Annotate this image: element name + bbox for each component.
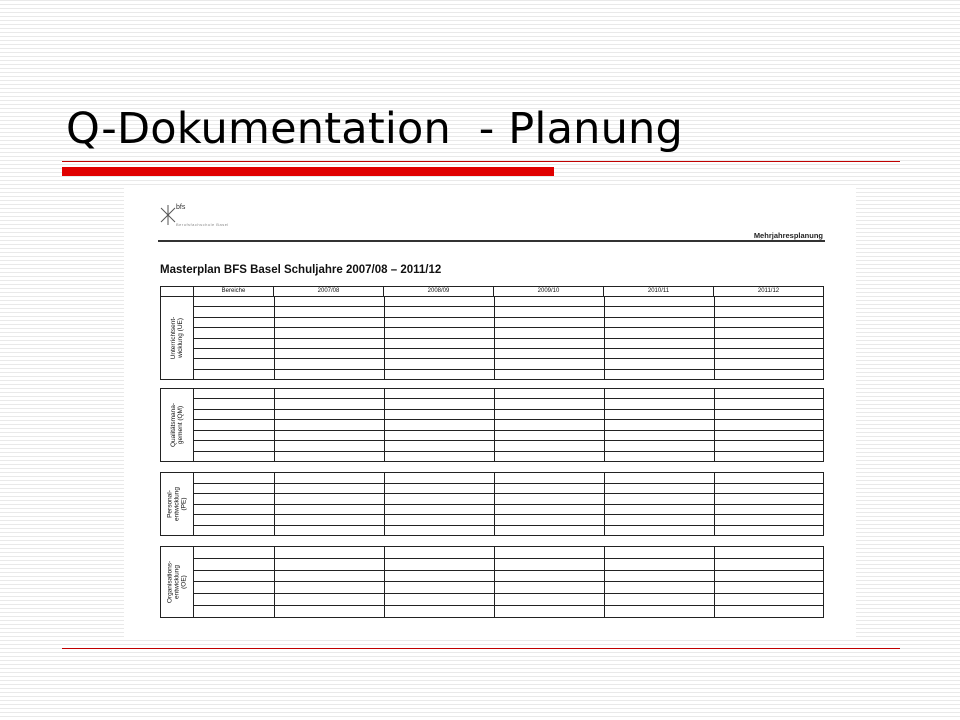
logo-text: bfs bbox=[176, 204, 186, 211]
table-cell bbox=[604, 606, 714, 617]
table-cell bbox=[494, 494, 604, 504]
bottom-divider bbox=[62, 648, 900, 649]
table-cell bbox=[384, 349, 494, 358]
table-cell bbox=[494, 420, 604, 429]
table-cell bbox=[494, 328, 604, 337]
table-cell bbox=[604, 547, 714, 558]
table-cell bbox=[384, 526, 494, 536]
table-cell bbox=[494, 571, 604, 582]
table-row bbox=[194, 451, 824, 461]
table-cell bbox=[494, 594, 604, 605]
header-spacer bbox=[161, 287, 193, 296]
table-cell bbox=[494, 526, 604, 536]
table-cell bbox=[274, 606, 384, 617]
table-cell bbox=[494, 441, 604, 450]
table-cell bbox=[604, 349, 714, 358]
table-cell bbox=[714, 484, 824, 494]
table-cell bbox=[274, 441, 384, 450]
section-label: Unterrichtsent- wicklung (UE) bbox=[161, 297, 194, 379]
table-cell bbox=[194, 559, 274, 570]
table-cell bbox=[714, 349, 824, 358]
table-cell bbox=[384, 297, 494, 306]
table-cell bbox=[604, 473, 714, 483]
table-cell bbox=[194, 420, 274, 429]
table-cell bbox=[604, 571, 714, 582]
table-cell bbox=[194, 473, 274, 483]
table-cell bbox=[384, 606, 494, 617]
table-row bbox=[194, 593, 824, 605]
table-row bbox=[194, 605, 824, 617]
table-cell bbox=[384, 484, 494, 494]
table-cell bbox=[714, 297, 824, 306]
table-cell bbox=[714, 594, 824, 605]
table-cell bbox=[494, 582, 604, 593]
table-cell bbox=[274, 339, 384, 348]
table-cell bbox=[194, 452, 274, 461]
table-cell bbox=[604, 307, 714, 316]
table-row bbox=[194, 419, 824, 429]
table-cell bbox=[604, 318, 714, 327]
title-divider-thick bbox=[62, 167, 554, 176]
table-cell bbox=[494, 370, 604, 379]
table-cell bbox=[194, 328, 274, 337]
table-cell bbox=[604, 431, 714, 440]
table-cell bbox=[714, 452, 824, 461]
table-cell bbox=[384, 452, 494, 461]
table-cell bbox=[604, 410, 714, 419]
table-cell bbox=[274, 297, 384, 306]
table-cell bbox=[604, 441, 714, 450]
table-cell bbox=[274, 359, 384, 368]
column-header: 2008/09 bbox=[383, 287, 493, 296]
table-cell bbox=[494, 431, 604, 440]
table-cell bbox=[384, 328, 494, 337]
table-cell bbox=[604, 399, 714, 408]
table-cell bbox=[604, 515, 714, 525]
table-cell bbox=[494, 359, 604, 368]
table-row bbox=[194, 440, 824, 450]
section-label: Qualitätsmana- gement (QM) bbox=[161, 389, 194, 461]
table-cell bbox=[194, 547, 274, 558]
table-cell bbox=[384, 515, 494, 525]
table-cell bbox=[494, 307, 604, 316]
table-cell bbox=[274, 410, 384, 419]
section-ue bbox=[160, 296, 824, 380]
table-cell bbox=[714, 420, 824, 429]
table-row bbox=[194, 409, 824, 419]
table-cell bbox=[714, 441, 824, 450]
table-cell bbox=[714, 307, 824, 316]
table-cell bbox=[384, 594, 494, 605]
table-cell bbox=[494, 389, 604, 398]
table-cell bbox=[194, 339, 274, 348]
table-cell bbox=[494, 559, 604, 570]
table-cell bbox=[604, 359, 714, 368]
table-cell bbox=[714, 410, 824, 419]
table-cell bbox=[714, 339, 824, 348]
table-row bbox=[194, 398, 824, 408]
table-cell bbox=[274, 452, 384, 461]
table-cell bbox=[274, 547, 384, 558]
section-pe bbox=[160, 472, 824, 536]
table-cell bbox=[194, 582, 274, 593]
table-cell bbox=[494, 339, 604, 348]
table-cell bbox=[384, 359, 494, 368]
table-cell bbox=[274, 328, 384, 337]
table-cell bbox=[384, 370, 494, 379]
table-cell bbox=[384, 339, 494, 348]
table-cell bbox=[384, 431, 494, 440]
table-cell bbox=[714, 571, 824, 582]
table-cell bbox=[604, 339, 714, 348]
table-cell bbox=[604, 297, 714, 306]
table-row bbox=[194, 525, 824, 536]
table-cell bbox=[194, 606, 274, 617]
table-cell bbox=[714, 559, 824, 570]
table-cell bbox=[604, 484, 714, 494]
table-cell bbox=[714, 547, 824, 558]
table-cell bbox=[274, 370, 384, 379]
column-header: Bereiche bbox=[193, 287, 273, 296]
table-cell bbox=[714, 431, 824, 440]
table-cell bbox=[604, 505, 714, 515]
table-row bbox=[194, 389, 824, 398]
table-cell bbox=[194, 441, 274, 450]
table-cell bbox=[194, 349, 274, 358]
table-cell bbox=[384, 318, 494, 327]
section-oe bbox=[160, 546, 824, 618]
table-cell bbox=[194, 359, 274, 368]
table-row bbox=[194, 570, 824, 582]
table-cell bbox=[194, 571, 274, 582]
table-cell bbox=[604, 582, 714, 593]
table-row bbox=[194, 430, 824, 440]
table-cell bbox=[714, 318, 824, 327]
table-cell bbox=[604, 328, 714, 337]
table-cell bbox=[714, 389, 824, 398]
table-cell bbox=[274, 307, 384, 316]
table-cell bbox=[604, 559, 714, 570]
table-cell bbox=[604, 494, 714, 504]
table-cell bbox=[494, 452, 604, 461]
table-row bbox=[194, 338, 824, 348]
table-cell bbox=[274, 526, 384, 536]
section-qm bbox=[160, 388, 824, 462]
table-cell bbox=[604, 370, 714, 379]
table-cell bbox=[604, 389, 714, 398]
table-cell bbox=[714, 473, 824, 483]
table-cell bbox=[604, 420, 714, 429]
table-row bbox=[194, 504, 824, 515]
table-cell bbox=[194, 594, 274, 605]
table-cell bbox=[714, 582, 824, 593]
document-category: Mehrjahresplanung bbox=[753, 231, 823, 240]
table-cell bbox=[494, 473, 604, 483]
table-cell bbox=[494, 547, 604, 558]
table-row bbox=[194, 514, 824, 525]
table-cell bbox=[274, 571, 384, 582]
document-image bbox=[124, 186, 856, 638]
table-row bbox=[194, 306, 824, 316]
planning-grid bbox=[194, 389, 824, 461]
column-header: 2010/11 bbox=[603, 287, 713, 296]
table-cell bbox=[194, 307, 274, 316]
table-cell bbox=[384, 389, 494, 398]
table-row bbox=[194, 358, 824, 368]
table-cell bbox=[194, 370, 274, 379]
table-cell bbox=[714, 515, 824, 525]
table-cell bbox=[494, 505, 604, 515]
planning-grid bbox=[194, 297, 824, 379]
table-cell bbox=[194, 494, 274, 504]
logo-subtext: Berufsfachschule Basel bbox=[176, 222, 229, 227]
table-cell bbox=[194, 318, 274, 327]
table-cell bbox=[384, 494, 494, 504]
table-cell bbox=[494, 484, 604, 494]
table-cell bbox=[274, 494, 384, 504]
table-cell bbox=[194, 484, 274, 494]
table-cell bbox=[384, 307, 494, 316]
table-cell bbox=[274, 389, 384, 398]
table-row bbox=[194, 473, 824, 483]
table-cell bbox=[714, 399, 824, 408]
table-cell bbox=[384, 420, 494, 429]
table-cell bbox=[494, 318, 604, 327]
table-cell bbox=[274, 484, 384, 494]
table-cell bbox=[274, 582, 384, 593]
table-cell bbox=[194, 399, 274, 408]
table-cell bbox=[494, 399, 604, 408]
table-cell bbox=[714, 328, 824, 337]
table-cell bbox=[714, 505, 824, 515]
table-cell bbox=[274, 515, 384, 525]
table-cell bbox=[194, 297, 274, 306]
table-cell bbox=[604, 594, 714, 605]
table-cell bbox=[384, 505, 494, 515]
table-cell bbox=[194, 526, 274, 536]
table-row bbox=[194, 558, 824, 570]
bfs-logo-icon bbox=[160, 204, 176, 226]
table-row bbox=[194, 581, 824, 593]
column-header: 2009/10 bbox=[493, 287, 603, 296]
table-cell bbox=[384, 582, 494, 593]
table-cell bbox=[714, 494, 824, 504]
table-row bbox=[194, 317, 824, 327]
table-cell bbox=[384, 399, 494, 408]
table-cell bbox=[714, 526, 824, 536]
planning-grid bbox=[194, 547, 824, 617]
table-cell bbox=[494, 606, 604, 617]
column-header: 2007/08 bbox=[273, 287, 383, 296]
table-cell bbox=[274, 318, 384, 327]
table-cell bbox=[384, 571, 494, 582]
table-cell bbox=[494, 515, 604, 525]
table-cell bbox=[714, 606, 824, 617]
table-cell bbox=[274, 594, 384, 605]
table-cell bbox=[274, 420, 384, 429]
table-cell bbox=[494, 410, 604, 419]
document-heading: Masterplan BFS Basel Schuljahre 2007/08 – 2011/12 bbox=[160, 264, 442, 276]
slide-title: Q-Dokumentation - Planung bbox=[66, 104, 683, 154]
table-cell bbox=[274, 473, 384, 483]
table-row bbox=[194, 297, 824, 306]
table-cell bbox=[194, 505, 274, 515]
table-cell bbox=[274, 349, 384, 358]
table-cell bbox=[384, 473, 494, 483]
table-row bbox=[194, 547, 824, 558]
table-cell bbox=[714, 370, 824, 379]
table-cell bbox=[274, 559, 384, 570]
title-divider-thin bbox=[62, 161, 900, 162]
table-row bbox=[194, 348, 824, 358]
table-cell bbox=[274, 505, 384, 515]
table-cell bbox=[384, 547, 494, 558]
table-cell bbox=[274, 399, 384, 408]
table-cell bbox=[194, 515, 274, 525]
section-label: Personal- entwicklung (PE) bbox=[161, 473, 194, 535]
table-cell bbox=[194, 410, 274, 419]
table-cell bbox=[384, 410, 494, 419]
table-row bbox=[194, 493, 824, 504]
column-header: 2011/12 bbox=[713, 287, 823, 296]
table-cell bbox=[494, 349, 604, 358]
planning-grid bbox=[194, 473, 824, 535]
table-cell bbox=[194, 389, 274, 398]
section-label: Organisations- entwicklung (OE) bbox=[161, 547, 194, 617]
table-cell bbox=[494, 297, 604, 306]
table-row bbox=[194, 327, 824, 337]
table-row bbox=[194, 369, 824, 379]
table-cell bbox=[384, 441, 494, 450]
table-cell bbox=[384, 559, 494, 570]
table-cell bbox=[194, 431, 274, 440]
table-cell bbox=[604, 526, 714, 536]
table-cell bbox=[604, 452, 714, 461]
table-cell bbox=[274, 431, 384, 440]
table-cell bbox=[714, 359, 824, 368]
document-header-rule bbox=[158, 240, 825, 242]
table-row bbox=[194, 483, 824, 494]
